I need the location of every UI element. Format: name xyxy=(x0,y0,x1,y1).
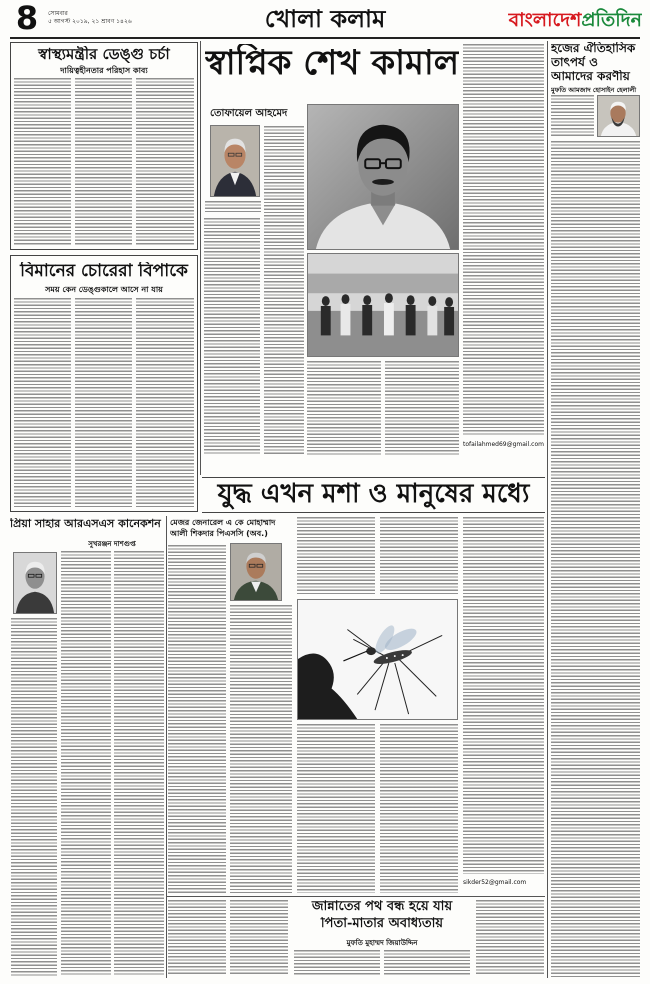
article-biman xyxy=(10,255,198,512)
article-body-column xyxy=(75,298,132,507)
photo-image xyxy=(308,105,458,249)
article-headline-line: জান্নাতের পথ বন্ধ হয়ে যায় xyxy=(311,900,453,914)
article-body-column xyxy=(14,78,71,246)
article-body-column xyxy=(294,950,380,976)
article-byline: মুফতি আমজাদ হোসাইন হেলালী xyxy=(551,86,637,94)
sheikh-kamal-photo xyxy=(307,104,459,250)
issue-date xyxy=(48,10,158,26)
article-body-column xyxy=(385,361,459,455)
issue-date-text: ৫ আগস্ট ২০১৯, ২১ শ্রাবণ ১৪২৬ xyxy=(48,18,132,25)
column-rule xyxy=(547,41,548,978)
issue-day: সোমবার xyxy=(48,10,68,17)
article-body-column xyxy=(230,605,292,893)
page-number: 8 xyxy=(15,0,39,37)
article-body-column xyxy=(384,950,470,976)
article-body-column xyxy=(463,44,544,436)
article-body-column xyxy=(380,724,458,893)
column-rule xyxy=(200,41,201,475)
author-email: sikder52@gmail.com xyxy=(463,879,527,886)
logo-word-pratidin: প্রতিদিন xyxy=(581,9,642,31)
author-portrait xyxy=(13,552,57,614)
article-headline: যুদ্ধ এখন মশা ও মানুষের মধ্যে xyxy=(217,480,530,509)
article-body-column xyxy=(230,900,288,976)
article-body-column xyxy=(61,551,111,976)
article-byline-line: মেজর জেনারেল এ কে মোহাম্মাদ xyxy=(170,518,276,527)
article-byline: তোফায়েল আহমেদ xyxy=(210,108,288,119)
article-body-column xyxy=(551,95,594,137)
author-email: tofailahmed69@gmail.com xyxy=(463,441,544,448)
article-body-column xyxy=(551,141,640,977)
author-portrait xyxy=(210,125,260,197)
masthead-logo xyxy=(492,6,642,34)
portrait-image xyxy=(598,96,639,136)
article-headline: স্বাস্থ্যমন্ত্রীর ডেঙ্গু চর্চা xyxy=(38,46,170,63)
photo-caption xyxy=(205,201,261,213)
section-rule xyxy=(167,896,545,897)
article-headline-line: আমাদের করণীয় xyxy=(551,70,630,83)
article-byline-line: আলী শিকদার পিএসসি (অব.) xyxy=(170,529,268,538)
article-body-column xyxy=(11,618,57,976)
article-body-column xyxy=(136,78,194,246)
portrait-image xyxy=(231,544,281,600)
article-headline: প্রিয়া সাহার আরএসএস কানেকশন xyxy=(10,518,161,530)
author-portrait xyxy=(597,95,640,137)
article-body-column xyxy=(264,126,304,455)
column-rule xyxy=(166,516,167,978)
section-title: খোলা কলাম xyxy=(264,4,386,33)
article-body-column xyxy=(136,298,194,507)
article-body-column xyxy=(463,517,544,874)
masthead-rule xyxy=(10,37,640,39)
article-subhead: দায়িত্বহীনতার পরিহাস কাব্য xyxy=(60,66,148,75)
article-body-column xyxy=(75,78,132,246)
article-headline-line: পিতা-মাতার অবাধ্যতায় xyxy=(320,917,444,931)
mosquito-illustration xyxy=(297,599,458,720)
article-body-column xyxy=(168,545,226,893)
article-headline: বিমানের চোরেরা বিপাকে xyxy=(20,262,188,281)
group-photo xyxy=(307,253,459,357)
photo-image xyxy=(308,254,458,356)
lead-headline: স্বাপ্নিক শেখ কামাল xyxy=(205,44,459,83)
article-byline: সুখরঞ্জন দাশগুপ্ত xyxy=(88,540,136,548)
article-dengue xyxy=(10,42,198,250)
article-body-column xyxy=(297,724,375,893)
article-body-column xyxy=(476,900,544,976)
portrait-image xyxy=(211,126,259,196)
article-body-column xyxy=(307,361,381,455)
article-headline-line: হজের ঐতিহাসিক xyxy=(551,42,636,55)
article-body-column xyxy=(14,298,71,507)
author-portrait xyxy=(230,543,282,601)
article-body-column xyxy=(380,517,458,595)
article-subhead: সময় কেন ডেঙ্গুকালে আসে না যায় xyxy=(45,285,163,294)
logo-word-bangladesh: বাংলাদেশ xyxy=(508,9,582,31)
portrait-image xyxy=(14,553,56,613)
photo-image xyxy=(298,600,457,719)
article-byline: মুফতি মুহাম্মদ জিয়াউদ্দিন xyxy=(346,939,418,947)
article-body-column xyxy=(204,218,260,455)
article-body-column xyxy=(168,900,226,976)
article-body-column xyxy=(114,551,164,976)
article-headline-line: তাৎপর্য ও xyxy=(551,56,598,69)
article-body-column xyxy=(297,517,375,595)
